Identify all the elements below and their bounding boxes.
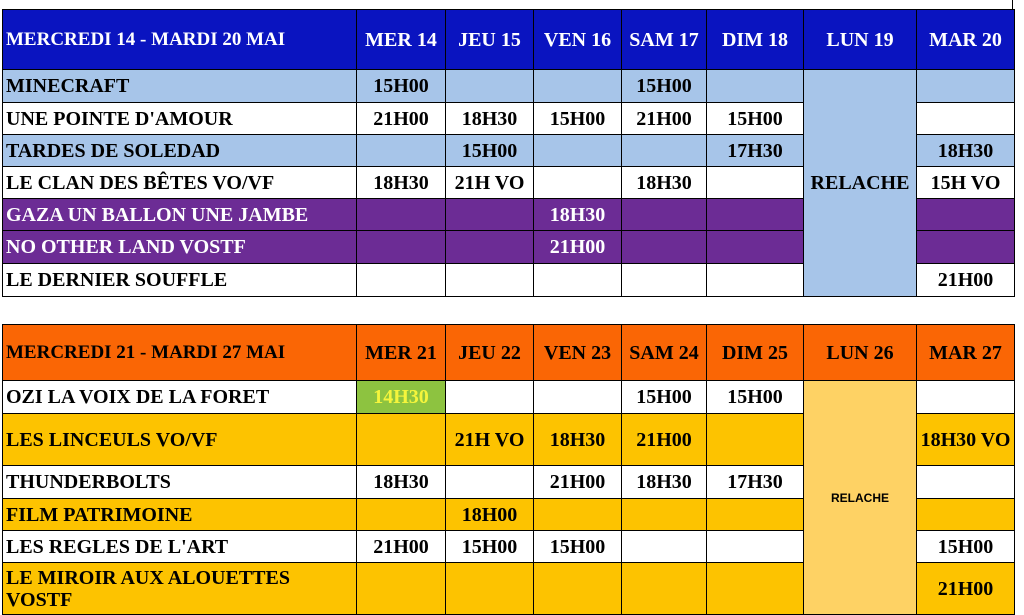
showtime-cell [622, 264, 707, 297]
film-title: OZI LA VOIX DE LA FORET [3, 381, 357, 414]
day-header-dim-18: DIM 18 [707, 10, 804, 70]
showtime-cell [446, 563, 534, 615]
showtime-cell [446, 381, 534, 414]
showtime-cell [357, 199, 446, 231]
showtime-cell [707, 414, 804, 466]
showtime-cell [534, 381, 622, 414]
showtime-cell [446, 199, 534, 231]
day-header-mar-20: MAR 20 [917, 10, 1015, 70]
showtime-cell: 21H00 [622, 414, 707, 466]
showtime-cell [917, 103, 1015, 135]
showtime-cell [446, 264, 534, 297]
showtime-cell: 18H30 [357, 466, 446, 499]
day-header-ven-23: VEN 23 [534, 325, 622, 381]
top-right-divider [1012, 0, 1013, 9]
week1-schedule-table [2, 9, 1015, 297]
showtime-cell: 15H00 [917, 531, 1015, 563]
showtime-cell: 15H00 [357, 70, 446, 103]
day-header-mar-27: MAR 27 [917, 325, 1015, 381]
showtime-cell [707, 199, 804, 231]
film-title: GAZA UN BALLON UNE JAMBE [3, 199, 357, 231]
showtime-cell: 21H00 [917, 264, 1015, 297]
day-header-mer-21: MER 21 [357, 325, 446, 381]
showtime-cell [357, 135, 446, 167]
showtime-cell [534, 264, 622, 297]
film-title: LE MIROIR AUX ALOUETTES VOSTF [3, 563, 357, 615]
showtime-cell: 15H00 [534, 103, 622, 135]
showtime-cell [707, 264, 804, 297]
week2-header-row [3, 325, 1015, 381]
showtime-cell [357, 414, 446, 466]
showtime-cell [357, 231, 446, 264]
showtime-cell [707, 531, 804, 563]
showtime-cell [446, 466, 534, 499]
highlighted-showtime-cell: 14H30 [357, 381, 446, 414]
day-header-sam-24: SAM 24 [622, 325, 707, 381]
showtime-cell [534, 167, 622, 199]
film-title: FILM PATRIMOINE [3, 499, 357, 531]
showtime-cell: 18H30 [446, 103, 534, 135]
showtime-cell: 18H00 [446, 499, 534, 531]
showtime-cell [622, 531, 707, 563]
closure-cell: RELACHE [804, 70, 917, 297]
week1-header-row [3, 10, 1015, 70]
film-title: LE CLAN DES BÊTES VO/VF [3, 167, 357, 199]
day-header-lun-19: LUN 19 [804, 10, 917, 70]
week1-title: MERCREDI 14 - MARDI 20 MAI [3, 10, 357, 70]
showtime-cell [707, 563, 804, 615]
showtime-cell [357, 563, 446, 615]
film-title: LES REGLES DE L'ART [3, 531, 357, 563]
film-row-ozi-la-voix-de-la-foret [3, 381, 1015, 414]
showtime-cell: 15H00 [707, 103, 804, 135]
film-title: MINECRAFT [3, 70, 357, 103]
showtime-cell: 15H00 [534, 531, 622, 563]
showtime-cell [622, 199, 707, 231]
showtime-cell: 21H00 [357, 531, 446, 563]
showtime-cell: 21H00 [534, 466, 622, 499]
showtime-cell: 17H30 [707, 135, 804, 167]
showtime-cell: 18H30 [534, 199, 622, 231]
showtime-cell [917, 499, 1015, 531]
showtime-cell: 15H00 [622, 381, 707, 414]
showtime-cell: 18H30 [622, 167, 707, 199]
showtime-cell: 18H30 [622, 466, 707, 499]
showtime-cell [707, 70, 804, 103]
closure-cell: RELACHE [804, 381, 917, 615]
week2-title: MERCREDI 21 - MARDI 27 MAI [3, 325, 357, 381]
showtime-cell: 18H30 [917, 135, 1015, 167]
showtime-cell [622, 231, 707, 264]
showtime-cell [917, 381, 1015, 414]
showtime-cell: 15H00 [707, 381, 804, 414]
showtime-cell [534, 70, 622, 103]
film-title: TARDES DE SOLEDAD [3, 135, 357, 167]
day-header-jeu-15: JEU 15 [446, 10, 534, 70]
showtime-cell [357, 264, 446, 297]
showtime-cell [446, 231, 534, 264]
showtime-cell: 15H00 [622, 70, 707, 103]
film-title: THUNDERBOLTS [3, 466, 357, 499]
showtime-cell [622, 563, 707, 615]
week2-schedule-table [2, 324, 1015, 615]
showtime-cell [622, 499, 707, 531]
showtime-cell: 21H VO [446, 167, 534, 199]
showtime-cell: 15H VO [917, 167, 1015, 199]
showtime-cell: 15H00 [446, 135, 534, 167]
showtime-cell [707, 167, 804, 199]
film-title: LE DERNIER SOUFFLE [3, 264, 357, 297]
showtime-cell [534, 563, 622, 615]
film-row-minecraft [3, 70, 1015, 103]
showtime-cell: 21H00 [534, 231, 622, 264]
showtime-cell [534, 499, 622, 531]
showtime-cell: 21H00 [917, 563, 1015, 615]
showtime-cell [917, 70, 1015, 103]
showtime-cell [917, 466, 1015, 499]
showtime-cell: 21H VO [446, 414, 534, 466]
showtime-cell [917, 199, 1015, 231]
day-header-mer-14: MER 14 [357, 10, 446, 70]
day-header-lun-26: LUN 26 [804, 325, 917, 381]
showtime-cell [707, 231, 804, 264]
day-header-sam-17: SAM 17 [622, 10, 707, 70]
film-title: NO OTHER LAND VOSTF [3, 231, 357, 264]
day-header-ven-16: VEN 16 [534, 10, 622, 70]
day-header-jeu-22: JEU 22 [446, 325, 534, 381]
showtime-cell: 21H00 [357, 103, 446, 135]
showtime-cell: 18H30 VO [917, 414, 1015, 466]
showtime-cell [446, 70, 534, 103]
day-header-dim-25: DIM 25 [707, 325, 804, 381]
showtime-cell [622, 135, 707, 167]
film-title: LES LINCEULS VO/VF [3, 414, 357, 466]
showtime-cell: 18H30 [357, 167, 446, 199]
showtime-cell: 21H00 [622, 103, 707, 135]
showtime-cell [707, 499, 804, 531]
showtime-cell [357, 499, 446, 531]
film-title: UNE POINTE D'AMOUR [3, 103, 357, 135]
showtime-cell [534, 135, 622, 167]
showtime-cell: 15H00 [446, 531, 534, 563]
showtime-cell [917, 231, 1015, 264]
showtime-cell: 17H30 [707, 466, 804, 499]
showtime-cell: 18H30 [534, 414, 622, 466]
